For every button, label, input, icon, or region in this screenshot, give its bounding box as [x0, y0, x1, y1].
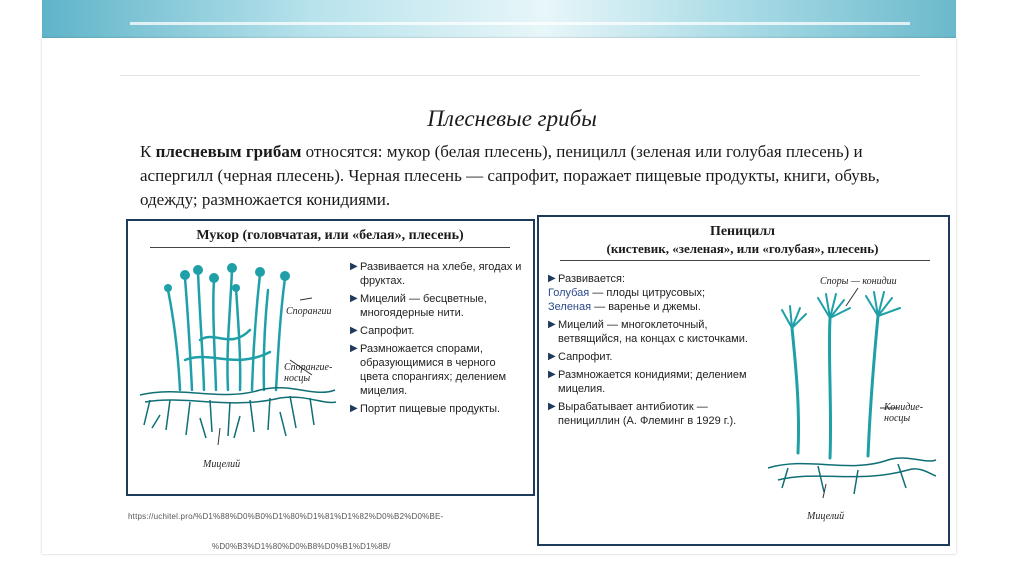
bullet-icon: ▶ — [350, 293, 358, 304]
label-spores: Споры — конидии — [820, 276, 897, 287]
bullet-icon: ▶ — [350, 261, 358, 272]
penicillium-subheading: (кистевик, «зеленая», или «голубая», плесень) — [606, 241, 879, 256]
mucor-heading-underline — [150, 247, 510, 248]
mucor-prop-text: Развивается на хлебе, ягодах и фруктах. — [360, 261, 522, 287]
bullet-icon: ▶ — [350, 325, 358, 336]
mucor-heading: Мукор (головчатая, или «белая», плесень) — [196, 228, 464, 243]
bullet-icon: ▶ — [548, 351, 556, 362]
source-url-line-2[interactable]: %D0%B3%D1%80%D0%B8%D0%B1%D1%8B/ — [212, 542, 391, 551]
header-banner — [42, 0, 956, 38]
banner-highlight — [130, 22, 910, 25]
penicillium-prop — [548, 272, 763, 286]
blue-text: — плоды цитрусовых; — [589, 287, 706, 299]
penicillium-prop — [548, 400, 763, 428]
mucor-properties — [350, 260, 524, 420]
label-sporangia: Спорангии — [286, 306, 332, 317]
bullet-icon: ▶ — [548, 401, 556, 412]
mucor-prop — [350, 402, 524, 416]
penicillium-green-line — [548, 300, 763, 314]
penicillium-prop-text: Размножается конидиями; делением мицелия. — [558, 369, 747, 395]
penicillium-prop-text: Сапрофит. — [558, 351, 613, 363]
bullet-icon: ▶ — [350, 403, 358, 414]
mucor-prop-text: Портит пищевые продукты. — [360, 403, 501, 415]
label-penicillium-mycelium: Мицелий — [807, 511, 845, 522]
label-mucor-mycelium: Мицелий — [203, 459, 241, 470]
label-sporangiophores: Спорангие-носцы — [284, 362, 333, 384]
green-text: — варенье и джемы. — [591, 301, 701, 313]
bullet-icon: ▶ — [548, 369, 556, 380]
green-label: Зеленая — [548, 301, 592, 313]
label-conidiophores: Конидие-носцы — [884, 402, 924, 424]
bullet-icon: ▶ — [350, 343, 358, 354]
mucor-prop — [350, 260, 524, 288]
mucor-prop-text: Мицелий — бесцветные, многоядерные нити. — [360, 293, 487, 319]
intro-bold: плесневым грибам — [155, 142, 302, 161]
penicillium-prop — [548, 350, 763, 364]
intro-paragraph — [140, 140, 910, 212]
mucor-prop — [350, 324, 524, 338]
mucor-prop — [350, 292, 524, 320]
penicillium-prop — [548, 368, 763, 396]
bullet-icon: ▶ — [548, 319, 556, 330]
penicillium-blue-line — [548, 286, 763, 300]
intro-prefix: К — [140, 142, 156, 161]
slide-title: Плесневые грибы — [427, 106, 597, 131]
penicillium-prop — [548, 318, 763, 346]
mucor-prop-text: Сапрофит. — [360, 325, 415, 337]
intro-text: относятся: мукор (белая плесень), пеницилл (зеленая или голубая плесень) и аспергилл (черная плесень). Черная плесень — сапрофит, поражает пищевые продукты, книги, обувь, одежду; размножается конидиями. — [140, 142, 880, 209]
divider — [120, 75, 920, 76]
penicillium-properties — [548, 272, 763, 432]
penicillium-prop-text: Вырабатывает антибиотик — пенициллин (А. Флеминг в 1929 г.). — [558, 401, 737, 427]
penicillium-develops: Развивается: — [558, 273, 626, 285]
penicillium-prop-text: Мицелий — многоклеточный, ветвящийся, на концах с кисточками. — [558, 319, 748, 345]
mucor-prop — [350, 342, 524, 398]
source-url-line-1[interactable]: https://uchitel.pro/%D1%88%D0%B0%D1%80%D1%81%D1%82%D0%B2%D0%BE- — [128, 512, 444, 521]
penicillium-heading: Пеницилл — [709, 224, 776, 239]
blue-label: Голубая — [548, 287, 590, 299]
mucor-prop-text: Размножается спорами, образующимися в черного цвета спорангиях; делением мицелия. — [360, 343, 507, 397]
bullet-icon: ▶ — [548, 273, 556, 284]
penicillium-heading-underline — [560, 260, 930, 261]
